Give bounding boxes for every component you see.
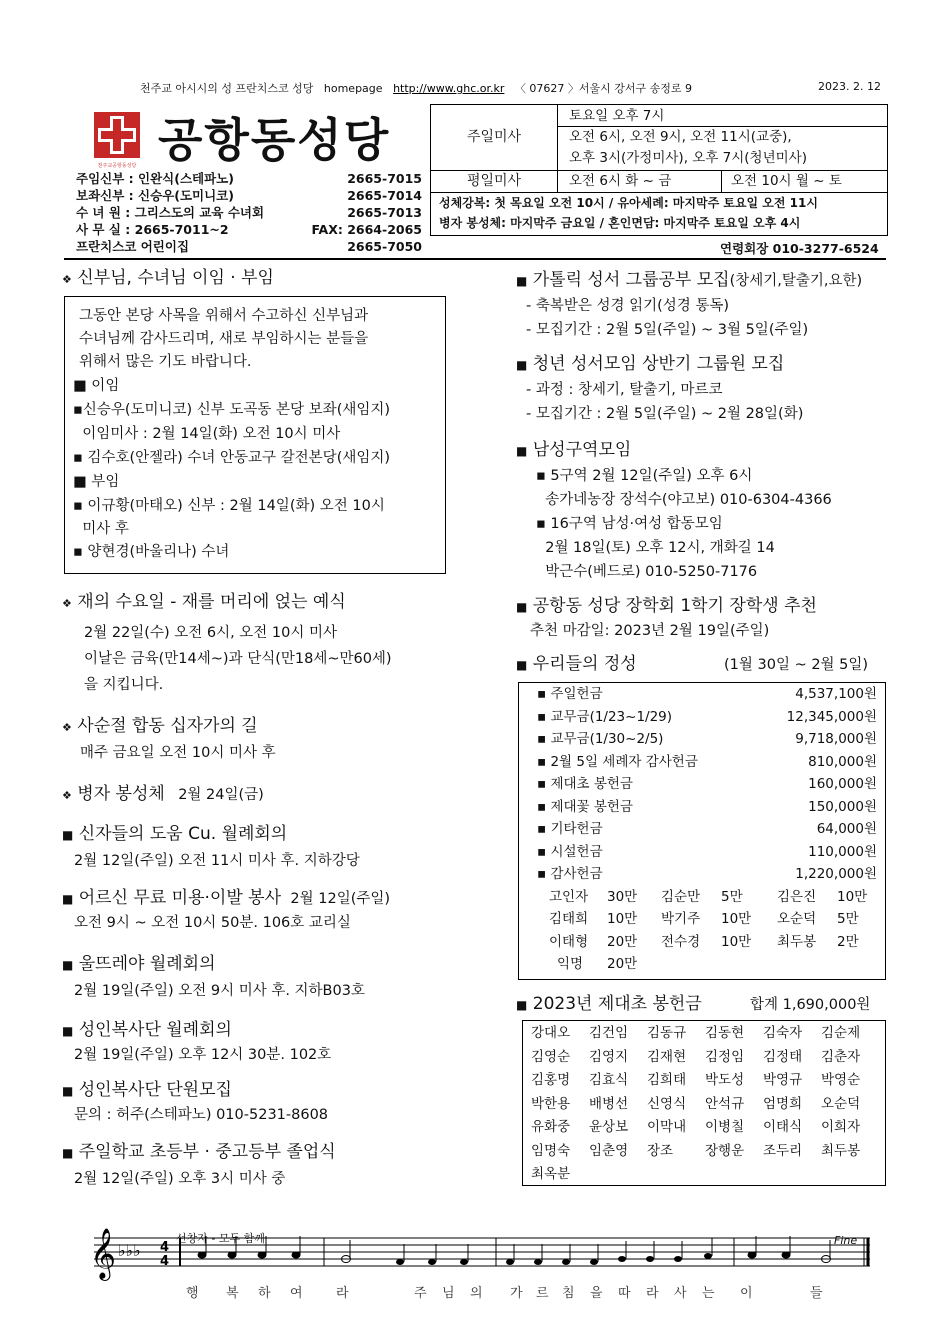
section-title: ■ 남성구역모임 xyxy=(516,440,632,460)
treble-clef-icon: 𝄞 xyxy=(90,1228,117,1279)
section-title: ❖ 재의 수요일 - 재를 머리에 얹는 예식 xyxy=(62,592,346,612)
square-bullet-icon: ■ xyxy=(516,600,528,614)
candle-donor-name: 김효식 xyxy=(589,1072,629,1088)
candle-donor-name: 최옥분 xyxy=(531,1166,571,1182)
donation-row: ▪ 감사헌금 1,220,000원 xyxy=(537,866,877,882)
section-line: 2월 19일(주일) 오전 9시 미사 후. 지하B03호 xyxy=(74,983,365,999)
diamond-bullet-icon: ❖ xyxy=(62,273,72,286)
square-bullet-icon: ■ xyxy=(516,358,528,372)
square-bullet-icon: ■ xyxy=(516,444,528,458)
candle-donor-name: 배병선 xyxy=(589,1095,629,1112)
section-title: ■ 신자들의 도움 Cu. 월례회의 xyxy=(62,824,288,844)
section-title: ■ 청년 성서모임 상반기 그룹원 모집 xyxy=(516,354,785,374)
section-line: 추천 마감일: 2023년 2월 19일(주일) xyxy=(530,623,770,639)
candle-donor-name: 임명숙 xyxy=(531,1142,571,1159)
homepage-link[interactable]: http://www.ghc.or.kr xyxy=(393,82,505,95)
donation-period: (1월 30일 ~ 2월 5일) xyxy=(724,657,869,673)
section-line: - 모집기간 : 2월 5일(주일) ~ 3월 5일(주일) xyxy=(526,322,809,338)
bulletin-date: 2023. 2. 12 xyxy=(818,80,881,93)
section-title: ❖ 병자 봉성체 2월 24일(금) xyxy=(62,784,264,804)
candle-donor-name: 김숙자 xyxy=(763,1025,803,1041)
music-lyrics: 행 복 하 여 라 주 님 의 가 르 침 을 따 라 사 는 이 들 xyxy=(186,1286,823,1301)
donation-box xyxy=(518,682,886,980)
section-line: 2월 18일(토) 오후 12시, 개화길 14 xyxy=(536,540,775,556)
candle-donor-name: 장행운 xyxy=(705,1142,745,1159)
section-line: ▪ 5구역 2월 12일(주일) 오후 6시 xyxy=(536,468,753,484)
section-line: 문의 : 허주(스테파노) 010-5231-8608 xyxy=(74,1107,329,1123)
section-title: ■ 어르신 무료 미용·이발 봉사 2월 12일(주일) xyxy=(62,888,391,908)
section-title: ■ 주일학교 초등부 · 중고등부 졸업식 xyxy=(62,1142,336,1162)
candle-donor-name: 김건임 xyxy=(589,1025,629,1041)
candle-donor-name: 안석규 xyxy=(705,1095,745,1112)
section-line: 오전 9시 ~ 오전 10시 50분. 106호 교리실 xyxy=(74,915,351,931)
square-bullet-icon: ■ xyxy=(62,892,74,906)
candle-donor-name: 이막내 xyxy=(647,1119,687,1135)
parish-name: 천주교 아시시의 성 프란치스코 성당 xyxy=(140,82,314,95)
time-signature: 4 xyxy=(160,1254,170,1269)
homepage-label: homepage xyxy=(323,82,383,95)
transfer-line: 그동안 본당 사목을 위해서 수고하신 신부님과 xyxy=(79,308,369,324)
donation-row: ▪ 기타헌금 64,000원 xyxy=(537,821,877,837)
ash-wednesday-line: 2월 22일(수) 오전 6시, 오전 10시 미사 xyxy=(84,625,338,641)
section-title: ■ 우리들의 정성 xyxy=(516,654,637,674)
square-bullet-icon: ■ xyxy=(516,998,528,1012)
time-signature: 4 xyxy=(160,1240,170,1255)
weekday-mass-a: 오전 6시 화 ~ 금 xyxy=(569,173,672,189)
section-line: 2월 12일(주일) 오전 11시 미사 후. 지하강당 xyxy=(74,853,360,869)
section-line: 2월 12일(주일) 오후 3시 미사 중 xyxy=(74,1171,286,1187)
donation-row: ▪ 제대초 봉헌금 160,000원 xyxy=(537,776,877,792)
section-title: ■ 성인복사단 월례회의 xyxy=(62,1020,232,1040)
transfer-box xyxy=(64,296,446,574)
candle-donor-name: 박영규 xyxy=(763,1072,803,1088)
candle-donor-name: 박영순 xyxy=(821,1072,861,1088)
address: 〈 07627 〉서울시 강서구 송정로 9 xyxy=(514,82,692,95)
candle-donor-name: 김영순 xyxy=(531,1048,571,1065)
diamond-bullet-icon: ❖ xyxy=(62,597,72,610)
candle-donor-name: 김순제 xyxy=(821,1025,861,1041)
flat-sign-icon: ♭♭♭ xyxy=(118,1241,141,1260)
transfer-line: 이임미사 : 2월 14일(화) 오전 10시 미사 xyxy=(73,426,341,442)
candle-donor-name: 이병칠 xyxy=(705,1119,745,1135)
section-line: 박근수(베드로) 010-5250-7176 xyxy=(536,564,758,580)
donation-row: ▪ 주일헌금 4,537,100원 xyxy=(537,686,877,702)
transfer-line: ■ 부임 xyxy=(73,474,120,490)
church-logo xyxy=(94,112,140,169)
donation-row: ▪ 2월 5일 세례자 감사헌금 810,000원 xyxy=(537,753,877,770)
staff-row: 수 녀 원 : 그리스도의 교육 수녀회 2665-7013 xyxy=(76,205,422,220)
sunday-mass-row: 토요일 오후 7시 xyxy=(569,108,665,124)
section-title: ❖ 신부님, 수녀님 이임 · 부임 xyxy=(62,268,274,288)
music-cue: 선창자 - 모두 함께 xyxy=(176,1232,265,1245)
weekday-mass-label: 평일미사 xyxy=(431,171,558,192)
candle-donor-grid xyxy=(523,1021,885,1187)
notes xyxy=(198,1236,831,1265)
sacrament-info-1: 성체강복: 첫 목요일 오전 10시 / 유아세례: 마지막주 토요일 오전 11시 xyxy=(439,196,818,210)
candle-donor-name: 박한용 xyxy=(531,1095,571,1112)
candle-donor-name: 김정태 xyxy=(763,1048,803,1065)
church-title: 공항동성당 xyxy=(158,113,391,167)
square-bullet-icon: ■ xyxy=(62,1084,74,1098)
candle-donor-name: 엄명희 xyxy=(763,1095,803,1112)
music-fine: Fine xyxy=(834,1234,858,1247)
staff-row: 주임신부 : 인완식(스테파노) 2665-7015 xyxy=(76,171,422,186)
candle-total: 합계 1,690,000원 xyxy=(750,997,871,1013)
square-bullet-icon: ■ xyxy=(62,958,74,972)
candle-donor-name: 박도성 xyxy=(705,1072,745,1088)
section-title: ❖ 사순절 합동 십자가의 길 xyxy=(62,716,258,736)
donation-row: ▪ 교무금(1/30~2/5) 9,718,000원 xyxy=(537,731,877,747)
mass-schedule xyxy=(430,104,888,236)
candle-donor-name: 조두리 xyxy=(763,1142,803,1159)
staff-row: 보좌신부 : 신승우(도미니코) 2665-7014 xyxy=(76,188,422,203)
section-line: 2월 19일(주일) 오후 12시 30분. 102호 xyxy=(74,1047,332,1063)
section-title: ■ 울뜨레야 월례회의 xyxy=(62,954,216,974)
section-line: - 축복받은 성경 읽기(성경 통독) xyxy=(526,298,730,314)
staff-list xyxy=(76,170,422,255)
ash-wednesday-line: 을 지킵니다. xyxy=(84,677,164,693)
sacrament-info-2: 병자 봉성체: 마지막주 금요일 / 혼인면담: 마지막주 토요일 오후 4시 xyxy=(439,216,801,230)
transfer-line: ▪ 이규황(마태오) 신부 : 2월 14일(화) 오전 10시 xyxy=(73,498,385,514)
candle-donor-name: 김희태 xyxy=(647,1072,687,1088)
candle-donor-name: 최두봉 xyxy=(821,1142,861,1159)
transfer-line: ▪ 양현경(바울리나) 수녀 xyxy=(73,544,230,560)
council-contact: 연령회장 010-3277-6524 xyxy=(720,241,879,256)
sunday-mass-row: 오전 6시, 오전 9시, 오전 11시(교중), xyxy=(569,129,792,145)
section-line: ▪ 16구역 남성·여성 합동모임 xyxy=(536,516,723,532)
logo-caption: 천주교공항동성당 xyxy=(97,163,137,169)
square-bullet-icon: ■ xyxy=(516,658,528,672)
candle-donor-name: 장조 xyxy=(647,1142,674,1159)
transfer-line: ▪신승우(도미니코) 신부 도곡동 본당 보좌(새임지) xyxy=(73,402,391,418)
candle-donor-name: 이태식 xyxy=(763,1119,803,1135)
candle-donor-name: 김춘자 xyxy=(821,1048,861,1065)
candle-donor-name: 오순덕 xyxy=(821,1095,861,1112)
candle-donor-name: 김영지 xyxy=(589,1048,629,1065)
square-bullet-icon: ■ xyxy=(62,1146,74,1160)
candle-donor-name: 강대오 xyxy=(531,1025,571,1041)
diamond-bullet-icon: ❖ xyxy=(62,789,72,802)
transfer-line: 미사 후 xyxy=(73,521,129,537)
transfer-line: ▪ 김수호(안젤라) 수녀 안동교구 갈전본당(새임지) xyxy=(73,450,391,466)
candle-donor-name: 이희자 xyxy=(821,1119,861,1135)
staff-row: 사 무 실 : 2665-7011~2 FAX: 2664-2065 xyxy=(76,222,422,237)
candle-donor-name: 김동규 xyxy=(647,1025,687,1041)
sunday-mass-label: 주일미사 xyxy=(431,105,558,170)
candle-donor-name: 유화중 xyxy=(531,1119,571,1135)
transfer-line: 수녀님께 감사드리며, 새로 부임하시는 분들을 xyxy=(79,331,369,347)
candle-donor-name: 김재현 xyxy=(647,1048,687,1065)
sunday-mass-row: 오후 3시(가정미사), 오후 7시(청년미사) xyxy=(569,150,807,166)
donation-row: ▪ 제대꽃 봉헌금 150,000원 xyxy=(537,798,877,815)
staff-row: 프란치스코 어린이집 2665-7050 xyxy=(76,239,422,254)
ash-wednesday-line: 이날은 금육(만14세~)과 단식(만18세~만60세) xyxy=(84,651,392,667)
header-divider xyxy=(64,258,886,260)
candle-donor-name: 윤상보 xyxy=(589,1119,629,1135)
section-line: 송가네농장 장석수(야고보) 010-6304-4366 xyxy=(536,492,832,508)
diamond-bullet-icon: ❖ xyxy=(62,721,72,734)
transfer-line: 위해서 많은 기도 바랍니다. xyxy=(79,354,252,370)
top-line xyxy=(140,80,900,96)
transfer-line: ■ 이임 xyxy=(73,378,120,394)
section-title: ■ 2023년 제대초 봉헌금 xyxy=(516,994,702,1014)
candle-donor-name: 신영식 xyxy=(647,1095,687,1112)
section-title: ■ 공항동 성당 장학회 1학기 장학생 추천 xyxy=(516,596,817,616)
candle-donor-name: 김정임 xyxy=(705,1048,745,1065)
donation-row: ▪ 시설헌금 110,000원 xyxy=(537,843,877,860)
candle-donor-box xyxy=(522,1020,886,1186)
weekday-mass-b: 오전 10시 월 ~ 토 xyxy=(731,173,842,189)
square-bullet-icon: ■ xyxy=(516,274,528,288)
candle-donor-name: 김동현 xyxy=(705,1025,745,1041)
donation-row: ▪ 교무금(1/23~1/29) 12,345,000원 xyxy=(537,708,877,725)
section-title: ■ 성인복사단 단원모집 xyxy=(62,1080,232,1100)
section-line: - 과정 : 창세기, 탈출기, 마르코 xyxy=(526,382,723,398)
square-bullet-icon: ■ xyxy=(62,828,74,842)
stations-line: 매주 금요일 오전 10시 미사 후 xyxy=(80,745,276,761)
section-title: ■ 가톨릭 성서 그룹공부 모집(창세기,탈출기,요한) xyxy=(516,270,863,290)
square-bullet-icon: ■ xyxy=(62,1024,74,1038)
candle-donor-name: 김홍명 xyxy=(531,1072,571,1088)
section-line: - 모집기간 : 2월 5일(주일) ~ 2월 28일(화) xyxy=(526,406,804,422)
cross-logo-icon xyxy=(94,112,140,158)
candle-donor-name: 임춘영 xyxy=(589,1142,629,1159)
thanks-donors: 고인자 30만 김순만 5만 김은진 10만 김태희 10만 박기주 10만 오순덕 5만 이태형 20만 전수경 10만 최두봉 2만 익명 20만 xyxy=(549,888,868,972)
